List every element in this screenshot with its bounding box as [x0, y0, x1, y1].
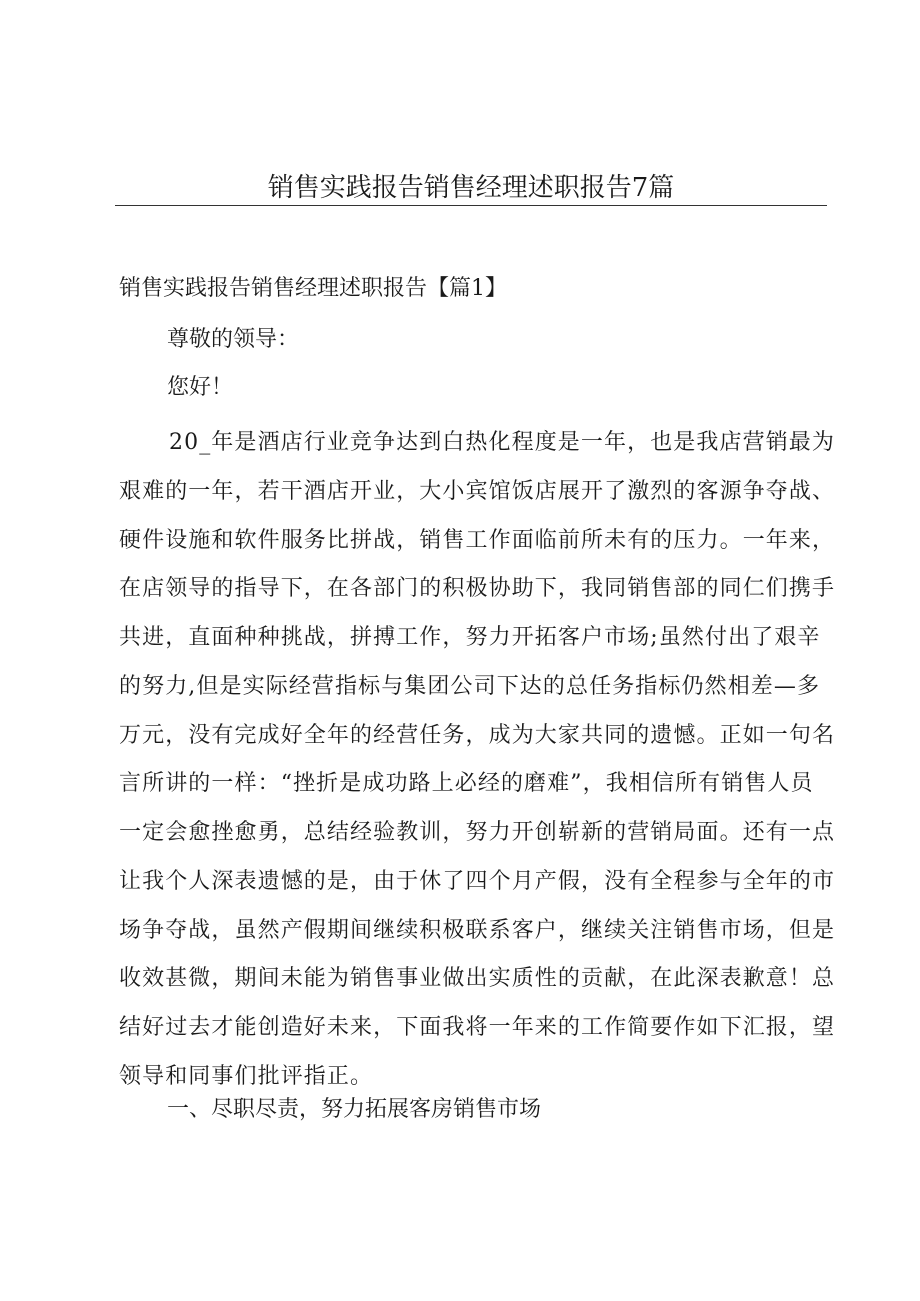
paragraph-line: 在店领导的指导下，在各部门的积极协助下，我同销售部的同仁们携手	[119, 576, 836, 602]
paragraph-line: 艰难的一年，若干酒店开业，大小宾馆饭店展开了激烈的客源争夺战、	[119, 478, 836, 504]
paragraph-line: 共进，直面种种挑战，拼搏工作，努力开拓客户市场;虽然付出了艰辛	[119, 625, 821, 650]
paragraph-line: 结好过去才能创造好未来，下面我将一年来的工作简要作如下汇报，望	[119, 1015, 836, 1040]
paragraph-line: 场争夺战，虽然产假期间继续积极联系客户，继续关注销售市场，但是	[119, 917, 836, 943]
paragraph-line: 的努力,但是实际经营指标与集团公司下达的总任务指标仍然相差—多	[119, 673, 821, 699]
title-underline	[115, 205, 827, 206]
subheading: 一、尽职尽责，努力拓展客房销售市场	[167, 1097, 542, 1122]
paragraph-line: 万元，没有完成好全年的经营任务，成为大家共同的遗憾。正如一句名	[119, 722, 836, 748]
paragraph-line: 让我个人深表遗憾的是，由于休了四个月产假，没有全程参与全年的市	[119, 868, 836, 894]
paragraph-line: 20_年是酒店行业竞争达到白热化程度是一年，也是我店营销最为	[169, 430, 835, 455]
section-heading: 销售实践报告销售经理述职报告【篇1】	[119, 276, 507, 301]
paragraph-line: 收效甚微，期间未能为销售事业做出实质性的贡献，在此深表歉意！总	[119, 966, 836, 992]
paragraph-line: 一定会愈挫愈勇，总结经验教训，努力开创崭新的营销局面。还有一点	[119, 820, 836, 845]
paragraph-line: 言所讲的一样：“挫折是成功路上必经的磨难”，我相信所有销售人员	[119, 771, 814, 797]
paragraph-line: 硬件设施和软件服务比拼战，销售工作面临前所未有的压力。一年来，	[119, 527, 836, 553]
greeting: 您好！	[167, 375, 234, 400]
body-paragraph	[119, 419, 836, 1102]
document-title: 销售实践报告销售经理述职报告7篇	[267, 173, 675, 203]
paragraph-line: 领导和同事们批评指正。	[119, 1063, 374, 1089]
salutation: 尊敬的领导：	[167, 327, 300, 352]
